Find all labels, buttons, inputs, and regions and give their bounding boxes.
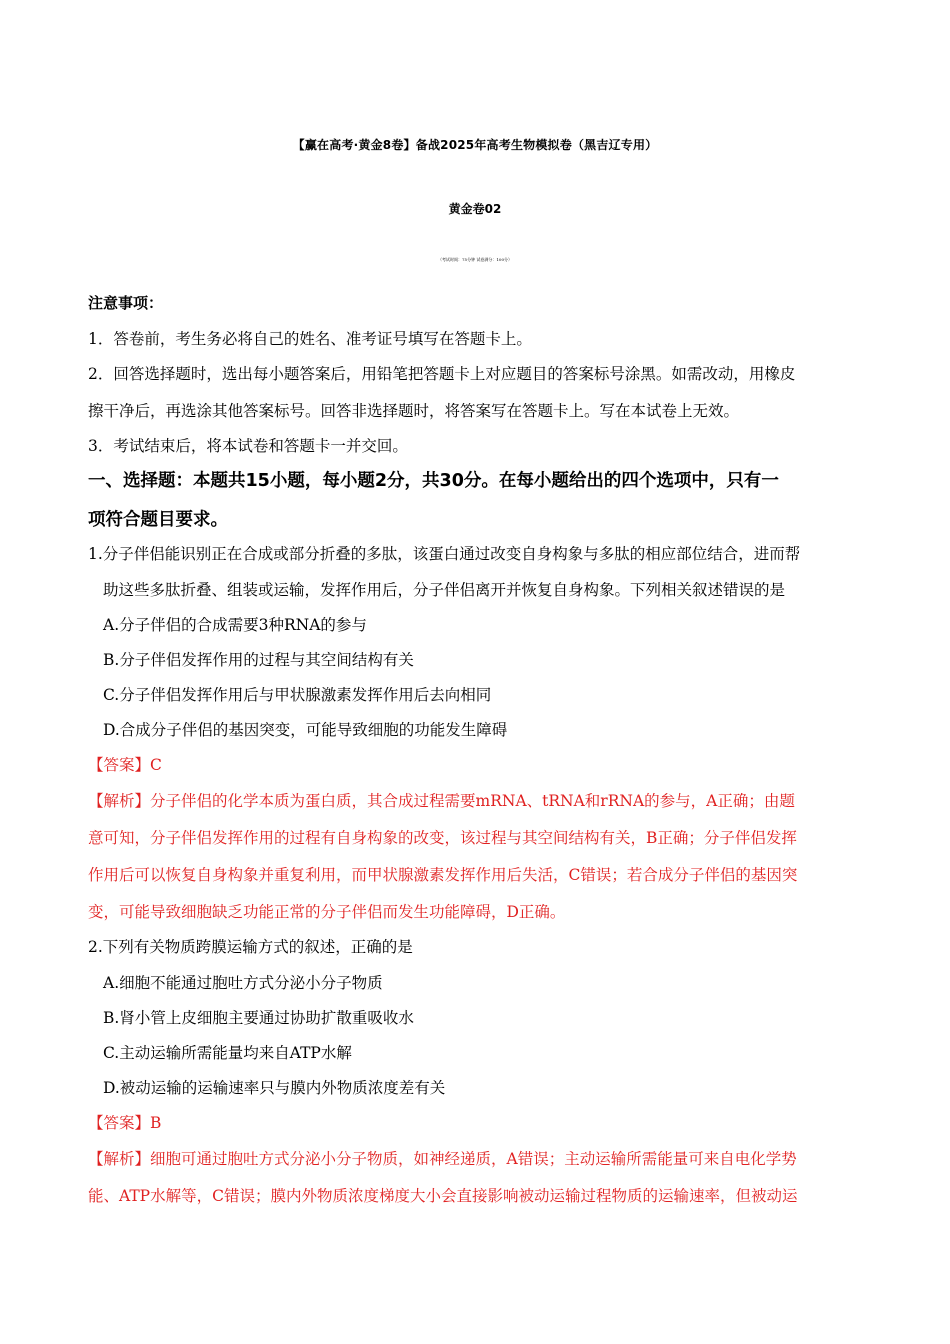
question-stem: 1.分子伴侣能识别正在合成或部分折叠的多肽，该蛋白通过改变自身构象与多肽的相应部位结合，进而帮 xyxy=(88,545,801,563)
analysis-line: 变，可能导致细胞缺乏功能正常的分子伴侣而发生功能障碍，D正确。 xyxy=(88,903,566,921)
section-heading: 一、选择题：本题共15小题，每小题2分，共30分。在每小题给出的四个选项中，只有一 xyxy=(88,471,779,491)
option-b: B.分子伴侣发挥作用的过程与其空间结构有关 xyxy=(103,651,414,669)
analysis-text: 分子伴侣的化学本质为蛋白质，其合成过程需要mRNA、tRNA和rRNA的参与，A正确；由题 xyxy=(150,792,795,810)
notice-item: 擦干净后，再选涂其他答案标号。回答非选择题时，将答案写在答题卡上。写在本试卷上无效。 xyxy=(88,402,740,420)
notice-item: 1．答卷前，考生务必将自己的姓名、准考证号填写在答题卡上。 xyxy=(88,330,532,348)
option-b: B.肾小管上皮细胞主要通过协助扩散重吸收水 xyxy=(103,1009,414,1027)
answer-line xyxy=(88,753,162,775)
notice-item: 2．回答选择题时，选出每小题答案后，用铅笔把答题卡上对应题目的答案标号涂黑。如需改动，用橡皮 xyxy=(88,365,796,383)
analysis-line: 能、ATP水解等，C错误；膜内外物质浓度梯度大小会直接影响被动运输过程物质的运输速率，但被动运 xyxy=(88,1187,798,1205)
option-c: C.主动运输所需能量均来自ATP水解 xyxy=(103,1044,352,1062)
question-stem-cont: 助这些多肽折叠、组装或运输，发挥作用后，分子伴侣离开并恢复自身构象。下列相关叙述错误的是 xyxy=(103,581,786,599)
analysis-label: 【解析】 xyxy=(88,1150,151,1168)
answer-value: C xyxy=(150,756,162,774)
analysis-label: 【解析】 xyxy=(88,792,151,810)
answer-label: 【答案】 xyxy=(88,1114,151,1132)
answer-line xyxy=(88,1111,161,1133)
answer-value: B xyxy=(150,1114,162,1132)
option-d: D.合成分子伴侣的基因突变，可能导致细胞的功能发生障碍 xyxy=(103,721,508,739)
answer-label: 【答案】 xyxy=(88,756,151,774)
notice-item: 3．考试结束后，将本试卷和答题卡一并交回。 xyxy=(88,437,408,455)
paper-subtitle: 黄金卷02 xyxy=(448,202,502,216)
option-c: C.分子伴侣发挥作用后与甲状腺激素发挥作用后去向相同 xyxy=(103,686,492,704)
analysis-text: 细胞可通过胞吐方式分泌小分子物质，如神经递质，A错误；主动运输所需能量可来自电化学势 xyxy=(150,1150,797,1168)
question-stem: 2.下列有关物质跨膜运输方式的叙述，正确的是 xyxy=(88,938,413,956)
analysis-line: 作用后可以恢复自身构象并重复利用，而甲状腺激素发挥作用后失活，C错误；若合成分子伴侣的基因突 xyxy=(88,866,798,884)
option-d: D.被动运输的运输速率只与膜内外物质浓度差有关 xyxy=(103,1079,446,1097)
option-a: A.细胞不能通过胞吐方式分泌小分子物质 xyxy=(103,974,383,992)
section-heading-cont: 项符合题目要求。 xyxy=(88,510,228,530)
analysis-line xyxy=(88,789,795,811)
exam-info: （考试时间：75分钟 试卷满分：100分） xyxy=(438,257,512,262)
paper-title: 【赢在高考·黄金8卷】备战2025年高考生物模拟卷（黑吉辽专用） xyxy=(292,138,658,152)
analysis-line: 意可知，分子伴侣发挥作用的过程有自身构象的改变，该过程与其空间结构有关，B正确；分子伴侣发挥 xyxy=(88,829,797,847)
analysis-line xyxy=(88,1147,797,1169)
option-a: A.分子伴侣的合成需要3种RNA的参与 xyxy=(103,616,367,634)
notice-heading: 注意事项： xyxy=(88,294,164,312)
